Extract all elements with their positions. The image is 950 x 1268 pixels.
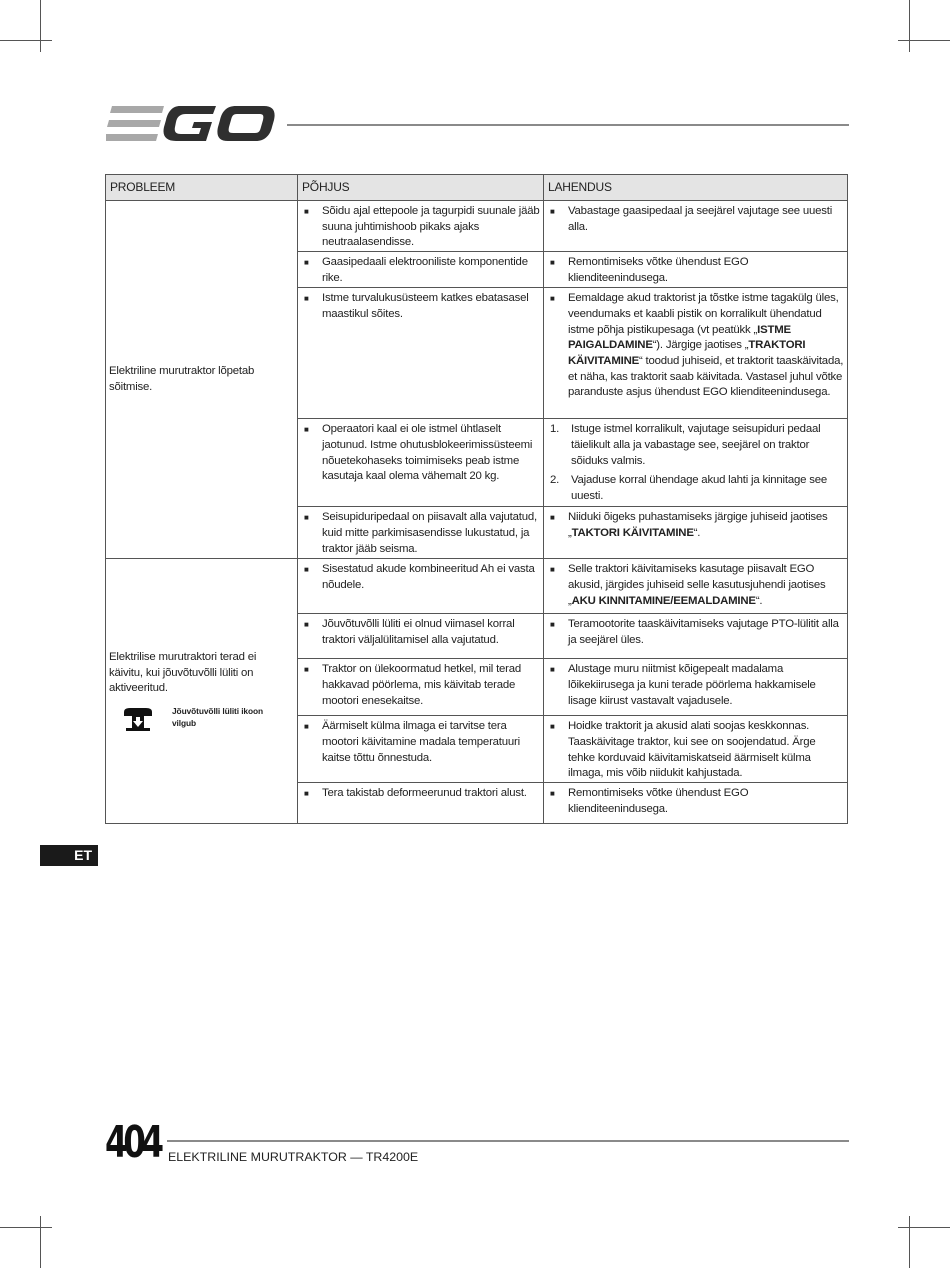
header-rule	[287, 124, 849, 126]
cause-text: ■ Sõidu ajal ettepoole ja tagurpidi suunale jääb suuna juhtimishoob pikaks ajaks neutraalasendisse.	[304, 204, 540, 251]
problem-text: Elektrilise murutraktori terad ei käivitu, kui jõuvõtuvõlli lüliti on aktiveeritud.	[109, 651, 257, 695]
cause-text: ■ Traktor on ülekoormatud hetkel, mil terad hakkavad pöörlema, mis käivitab terade mootori enesekaitse.	[304, 662, 540, 709]
crop-mark	[40, 1216, 41, 1268]
section-reference: ISTME PAIGALDAMINE	[568, 323, 791, 352]
crop-mark	[0, 40, 52, 41]
table-row	[106, 559, 848, 614]
solution-text: ■ Remontimiseks võtke ühendust EGO klienditeenindusega.	[550, 786, 844, 817]
crop-mark	[898, 1227, 950, 1228]
cause-text: ■ Jõuvõtuvõlli lüliti ei olnud viimasel korral traktori väljalülitamisel alla vajutatud.	[304, 617, 540, 648]
pto-indicator	[109, 706, 293, 732]
page-number: 404	[105, 1117, 160, 1168]
footer-title: ELEKTRILINE MURUTRAKTOR — TR4200E	[168, 1150, 419, 1164]
crop-mark	[909, 1216, 910, 1268]
table-header-row	[106, 175, 848, 201]
solution-step: 2. Vajaduse korral ühendage akud lahti ja kinnitage see uuesti.	[550, 474, 827, 502]
crop-mark	[40, 0, 41, 52]
solution-text: ■ Alustage muru niitmist kõigepealt madalama lõikekiirusega ja kuni terade pöörlema hakkamisele lisage kiirust vastavalt vajadusele.	[550, 662, 844, 709]
cause-text: ■ Seisupiduripedaal on piisavalt alla vajutatud, kuid mitte parkimisasendisse lukustatud, ja traktor jääb seisma.	[304, 510, 540, 557]
cause-text: ■ Operaatori kaal ei ole istmel ühtlaselt jaotunud. Istme ohutusblokeerimissüsteemi nõuetekohaseks toimimiseks peab istme kasutaja kaal olema vähemalt 20 kg.	[304, 422, 540, 485]
problem-cell	[106, 559, 298, 824]
section-reference: TAKTORI KÄIVITAMINE	[571, 526, 694, 539]
solution-step: 1. Istuge istmel korralikult, vajutage seisupiduri pedaal täielikult alla ja vabastage see, seejärel on traktor sõiduks valmis.	[550, 423, 821, 467]
crop-mark	[898, 40, 950, 41]
problem-text: Elektriline murutraktor lõpetab sõitmise.	[109, 364, 255, 393]
troubleshooting-table	[105, 174, 848, 824]
cause-text: ■ Tera takistab deformeerunud traktori alust.	[304, 786, 540, 802]
header-cause: PÕHJUS	[298, 175, 544, 201]
problem-cell	[106, 201, 298, 559]
cause-text: ■ Sisestatud akude kombineeritud Ah ei vasta nõudele.	[304, 562, 540, 593]
solution-text: ■ Remontimiseks võtke ühendust EGO klienditeenindusega.	[550, 255, 844, 286]
pto-switch-icon	[120, 706, 156, 732]
cause-text: ■ Gaasipedaali elektrooniliste komponentide rike.	[304, 255, 540, 286]
crop-mark	[909, 0, 910, 52]
ego-logo	[106, 103, 276, 145]
section-reference: AKU KINNITAMINE/EEMALDAMINE	[571, 594, 756, 607]
solution-text: ■ Eemaldage akud traktorist ja tõstke istme tagakülg üles, veendumaks et kaabli pistik on korralikult ühendatud istme põhja pistikupesaga (vt peatükk „ISTME PAIGALDAMINE“). Järgige jaotises „TRAKTORI KÄIVITAMINE“ toodud juhiseid, et traktorit taaskäivitada, et näha, kas traktorit saab käivitada. Vastasel juhul võtke paranduste asjus ühendust EGO klienditeenindusega.	[550, 291, 844, 401]
cause-text: ■ Istme turvalukusüsteem katkes ebatasasel maastikul sõites.	[304, 291, 540, 322]
crop-mark	[0, 1227, 52, 1228]
header-problem: PROBLEEM	[106, 175, 298, 201]
header-solution: LAHENDUS	[544, 175, 848, 201]
pto-icon-label: Jõuvõtuvõlli lüliti ikoon vilgub	[172, 706, 264, 728]
language-tab: ET	[40, 845, 98, 866]
solution-text: ■ Hoidke traktorit ja akusid alati soojas keskkonnas. Taaskäivitage traktor, kui see on soojendatud. Ärge tehke korduvaid käivitamiskatseid äärmiselt külma ilmaga, mis võib niidukit kahjustada.	[550, 719, 844, 782]
solution-text: ■ Niiduki õigeks puhastamiseks järgige juhiseid jaotises „TAKTORI KÄIVITAMINE“.	[550, 510, 844, 541]
table-row	[106, 201, 848, 252]
footer-rule	[167, 1140, 849, 1142]
solution-text: ■ Teramootorite taaskäivitamiseks vajutage PTO-lülitit alla ja seejärel üles.	[550, 617, 844, 648]
solution-text: ■ Vabastage gaasipedaal ja seejärel vajutage see uuesti alla.	[550, 204, 844, 235]
solution-text: ■ Selle traktori käivitamiseks kasutage piisavalt EGO akusid, järgides juhiseid selle kasutusjuhendi jaotises „AKU KINNITAMINE/EEMALDAMINE“.	[550, 562, 844, 609]
section-reference: TRAKTORI KÄIVITAMINE	[568, 339, 806, 367]
cause-text: ■ Äärmiselt külma ilmaga ei tarvitse tera mootori käivitamine madala temperatuuri kaitse tõttu õnnestuda.	[304, 719, 540, 766]
